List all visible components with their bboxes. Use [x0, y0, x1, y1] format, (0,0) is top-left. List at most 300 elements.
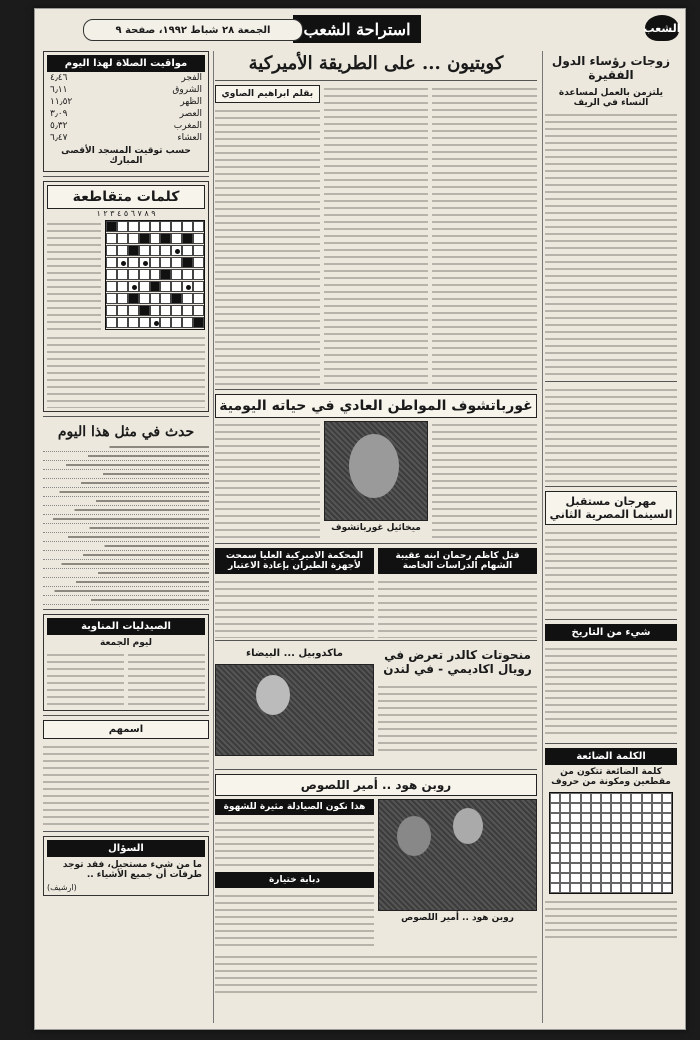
article-side [215, 85, 320, 385]
gorbachev-article [215, 421, 537, 539]
word-search-grid [549, 792, 673, 894]
word-search-cell [652, 833, 662, 843]
word-search-cell [642, 803, 652, 813]
crossword-cell[interactable] [193, 269, 204, 280]
word-search-cell [591, 823, 601, 833]
crossword-cell[interactable] [139, 281, 150, 292]
word-search-cell [560, 863, 570, 873]
on-this-day-item [43, 497, 209, 506]
word-search-cell [550, 833, 560, 843]
on-this-day-item [43, 506, 209, 515]
word-search-cell [581, 873, 591, 883]
crossword-cell[interactable] [139, 269, 150, 280]
word-search-cell [601, 883, 611, 893]
divider [43, 831, 209, 832]
word-search-cell [570, 793, 580, 803]
article-text [215, 421, 320, 539]
page-header [43, 15, 679, 45]
crossword-cell[interactable] [150, 221, 161, 232]
word-search-cell [642, 873, 652, 883]
on-this-day-item [43, 533, 209, 542]
word-search-cell [662, 843, 672, 853]
prayer-time: ٣٫٠٩ [50, 109, 68, 119]
crossword-cell[interactable] [106, 233, 117, 244]
crossword-cell[interactable] [128, 233, 139, 244]
divider [43, 416, 209, 417]
word-search-cell [550, 813, 560, 823]
prayer-name: المغرب [173, 121, 202, 131]
divider [545, 381, 677, 382]
on-this-day-item [43, 479, 209, 488]
crossword-cell[interactable] [193, 293, 204, 304]
word-search-cell [621, 823, 631, 833]
word-search-cell [631, 803, 641, 813]
on-this-day-item [43, 443, 209, 452]
on-this-day-item [43, 470, 209, 479]
prayer-row [47, 96, 205, 108]
crossword-cell[interactable] [160, 281, 171, 292]
gorbachev-photo [324, 421, 429, 521]
word-search-cell [560, 833, 570, 843]
pharmacies-subtitle: ليوم الجمعة [100, 638, 152, 648]
word-search-cell [611, 813, 621, 823]
crossword-cell[interactable] [160, 257, 171, 268]
word-search-caption: كلمة الضائعة تتكون من مقطعين ومكونة من حروف [551, 767, 671, 787]
article-text [215, 953, 537, 993]
word-search-cell [652, 843, 662, 853]
crossword-cell[interactable] [160, 269, 171, 280]
word-search-cell [581, 833, 591, 843]
word-search-cell [631, 853, 641, 863]
article-subheadline: يلتزمن بالعمل لمساعدة النساء في الريف [558, 88, 664, 108]
word-search-cell [591, 803, 601, 813]
crossword-cell[interactable] [160, 317, 171, 328]
crossword-cell[interactable] [128, 257, 139, 268]
word-search-cell [570, 813, 580, 823]
crossword-cell[interactable] [139, 233, 150, 244]
crossword-cell[interactable] [128, 281, 139, 292]
word-search-cell [662, 803, 672, 813]
word-search-cell [570, 863, 580, 873]
arts-headline: ماكدوبيل ... البيضاء [246, 648, 343, 659]
crossword-cell[interactable] [106, 305, 117, 316]
main-article [215, 85, 537, 385]
word-search-cell [631, 813, 641, 823]
word-search-cell [570, 883, 580, 893]
crossword-cell[interactable] [106, 221, 117, 232]
crossword-cell[interactable] [160, 221, 171, 232]
pharmacy-entries [128, 651, 205, 707]
actor-face [453, 808, 483, 844]
on-this-day-item [43, 461, 209, 470]
crossword-cell[interactable] [160, 233, 171, 244]
crossword-cell[interactable] [171, 317, 182, 328]
crossword-cell[interactable] [160, 305, 171, 316]
article-headline: مهرجان مستقبل السينما المصرية الثاني [545, 491, 677, 525]
left-column [43, 51, 209, 1023]
pharmacies-title: الصيدليات المناوبة [47, 618, 205, 635]
crossword-cell[interactable] [193, 245, 204, 256]
word-search-cell [591, 883, 601, 893]
divider [215, 769, 537, 770]
word-search-cell [611, 873, 621, 883]
word-search-cell [621, 883, 631, 893]
prayer-times-title: مواقيت الصلاة لهذا اليوم [47, 55, 205, 72]
word-search-cell [550, 873, 560, 883]
prayer-row [47, 108, 205, 120]
word-search-cell [570, 833, 580, 843]
crossword-cell[interactable] [182, 281, 193, 292]
side-headline: دبابة ختيارة [215, 872, 374, 888]
byline: بقلم ابراهيم الصاوي [215, 85, 320, 103]
prayer-times-box [43, 51, 209, 172]
section-title: اسمهم [43, 720, 209, 739]
on-this-day-item [43, 587, 209, 596]
prayer-row [47, 132, 205, 144]
word-search-cell [611, 883, 621, 893]
crossword-cell[interactable] [150, 305, 161, 316]
photo-caption: ميخائيل غورباتشوف [331, 523, 421, 533]
crossword-cell[interactable] [171, 233, 182, 244]
actor-face [397, 816, 431, 856]
question-title: السؤال [47, 840, 205, 857]
question-text: ما من شيء مستحيل، فقد توجد طرفات أن جميع الأشياء .. [62, 860, 202, 880]
word-search-cell [621, 853, 631, 863]
word-search-cell [591, 813, 601, 823]
article-text [215, 892, 374, 950]
portrait-face [349, 434, 399, 498]
divider [43, 715, 209, 716]
word-search-cell [591, 853, 601, 863]
film-photo-wrap [378, 799, 537, 949]
word-search-cell [642, 883, 652, 893]
gorbachev-headline: غورباتشوف المواطن العادي في حياته اليومية [215, 394, 537, 418]
on-this-day-item [43, 551, 209, 560]
film-headline: روبن هود .. أمير اللصوص [215, 774, 537, 796]
crossword-cell[interactable] [182, 317, 193, 328]
word-search-cell [550, 823, 560, 833]
article-text [215, 819, 374, 869]
word-search-cell [631, 843, 641, 853]
prayer-name: الظهر [180, 97, 202, 107]
crossword-cell[interactable] [193, 257, 204, 268]
crossword-cell[interactable] [117, 257, 128, 268]
crossword-cell[interactable] [171, 281, 182, 292]
word-search-cell [581, 883, 591, 893]
boxer-photo [215, 664, 374, 756]
photo-caption: روبن هود .. أمير اللصوص [401, 913, 514, 923]
word-search-cell [560, 803, 570, 813]
word-search-cell [631, 883, 641, 893]
prayer-row [47, 120, 205, 132]
side-headline: هذا نكون الصيادلة مثيرة للشهوة [215, 799, 374, 815]
prayer-time: ٤٫٤٦ [50, 73, 68, 83]
article-text [432, 85, 537, 385]
word-search-cell [642, 833, 652, 843]
word-search-cell [581, 803, 591, 813]
main-headline: كويتيون ... على الطريقة الأميركية [248, 53, 504, 74]
on-this-day-item [43, 578, 209, 587]
crossword-cell[interactable] [106, 317, 117, 328]
word-search-cell [581, 813, 591, 823]
crossword-numbers: ٩ ٨ ٧ ٦ ٥ ٤ ٣ ٢ ١ [96, 209, 156, 218]
crossword-cell[interactable] [106, 257, 117, 268]
crossword-cell[interactable] [171, 269, 182, 280]
crossword-cell[interactable] [193, 221, 204, 232]
article-text [215, 107, 320, 387]
crossword-cell[interactable] [139, 305, 150, 316]
crossword-cell[interactable] [150, 269, 161, 280]
crossword-cell[interactable] [128, 245, 139, 256]
article-text [545, 529, 677, 615]
middle-column [215, 51, 537, 1023]
crossword-cell[interactable] [160, 293, 171, 304]
prayer-time: ١١٫٥٢ [50, 97, 73, 107]
word-search-cell [631, 863, 641, 873]
crossword-cell[interactable] [117, 317, 128, 328]
crossword-cell[interactable] [193, 281, 204, 292]
crossword-cell[interactable] [128, 269, 139, 280]
crossword-cell[interactable] [182, 305, 193, 316]
crossword-cell[interactable] [139, 257, 150, 268]
word-search-cell [652, 793, 662, 803]
crossword-cell[interactable] [117, 245, 128, 256]
word-search-cell [621, 803, 631, 813]
divider [215, 640, 537, 641]
word-search-cell [570, 803, 580, 813]
crossword-cell[interactable] [150, 317, 161, 328]
word-search-cell [591, 843, 601, 853]
divider [545, 486, 677, 487]
article-text [43, 743, 209, 827]
news-item [215, 548, 374, 636]
word-search-cell [621, 793, 631, 803]
word-search-cell [662, 873, 672, 883]
word-search-cell [601, 863, 611, 873]
word-search-cell [642, 823, 652, 833]
word-search-cell [601, 803, 611, 813]
word-search-clues [545, 898, 677, 938]
crossword-cell[interactable] [106, 281, 117, 292]
prayer-note: حسب توقيت المسجد الأقصى المبارك [61, 146, 191, 166]
word-search-cell [631, 873, 641, 883]
on-this-day-item [43, 569, 209, 578]
crossword-cell[interactable] [139, 245, 150, 256]
crossword-cell[interactable] [117, 305, 128, 316]
crossword-cell[interactable] [117, 293, 128, 304]
word-search-cell [621, 813, 631, 823]
prayer-time: ٦٫١١ [50, 85, 68, 95]
crossword-cell[interactable] [193, 233, 204, 244]
word-search-cell [601, 793, 611, 803]
word-search-cell [662, 793, 672, 803]
word-search-cell [550, 793, 560, 803]
divider [545, 743, 677, 744]
question-box [43, 836, 209, 896]
pharmacy-entries [47, 651, 124, 707]
right-column [545, 51, 677, 1023]
crossword-cell[interactable] [171, 257, 182, 268]
word-search-cell [611, 853, 621, 863]
word-search-title: الكلمة الضائعة [545, 748, 677, 765]
prayer-row [47, 84, 205, 96]
history-section-title: شيء من التاريخ [545, 624, 677, 641]
column-divider [542, 51, 543, 1023]
word-search-cell [581, 823, 591, 833]
crossword-cell[interactable] [182, 233, 193, 244]
crossword-cell[interactable] [171, 305, 182, 316]
crossword-cell[interactable] [139, 317, 150, 328]
crossword-cell[interactable] [182, 269, 193, 280]
section-masthead: استراحة الشعب [293, 15, 421, 43]
crossword-cell[interactable] [182, 221, 193, 232]
word-search-cell [662, 823, 672, 833]
word-search-cell [550, 863, 560, 873]
word-search-cell [662, 883, 672, 893]
crossword-cell[interactable] [150, 233, 161, 244]
crossword-cell[interactable] [106, 245, 117, 256]
crossword-cell[interactable] [193, 305, 204, 316]
word-search-cell [560, 813, 570, 823]
word-search-cell [611, 833, 621, 843]
divider [43, 609, 209, 610]
divider [545, 619, 677, 620]
prayer-name: الشروق [172, 85, 202, 95]
crossword-cell[interactable] [160, 245, 171, 256]
crossword-cell[interactable] [117, 281, 128, 292]
crossword-box [43, 181, 209, 412]
article-text [545, 386, 677, 482]
divider [215, 543, 537, 544]
word-search-cell [591, 833, 601, 843]
crossword-cell[interactable] [171, 221, 182, 232]
word-search-cell [601, 813, 611, 823]
on-this-day-item [43, 488, 209, 497]
word-search-cell [581, 793, 591, 803]
word-search-cell [652, 813, 662, 823]
question-source: (ارشيف) [47, 883, 77, 892]
film-photo [378, 799, 537, 911]
word-search-cell [652, 823, 662, 833]
crossword-cell[interactable] [150, 245, 161, 256]
article-text [378, 683, 537, 753]
divider [215, 389, 537, 390]
news-headline: قتل كاظم رحمان ابنه عقيبة الشهام الدراسات الخاصة [378, 548, 537, 574]
word-search-cell [642, 843, 652, 853]
crossword-cell[interactable] [128, 317, 139, 328]
prayer-time: ٦٫٤٧ [50, 133, 68, 143]
word-search-cell [662, 833, 672, 843]
word-search-cell [642, 813, 652, 823]
newspaper-logo: الشعب [645, 15, 679, 41]
word-search-cell [570, 873, 580, 883]
crossword-cell[interactable] [171, 293, 182, 304]
crossword-cell[interactable] [182, 257, 193, 268]
article-text [215, 578, 374, 638]
crossword-cell[interactable] [117, 269, 128, 280]
crossword-cell[interactable] [139, 293, 150, 304]
crossword-cell[interactable] [150, 293, 161, 304]
news-headline: المحكمة الاميركية العليا سمحت لأجهزة الطيران بإعادة الاعتبار [215, 548, 374, 574]
word-search-cell [550, 853, 560, 863]
word-search-cell [581, 863, 591, 873]
word-search-cell [581, 853, 591, 863]
prayer-name: الفجر [181, 73, 202, 83]
word-search-cell [560, 853, 570, 863]
article-text [545, 111, 677, 377]
word-search-cell [560, 793, 570, 803]
column-divider [213, 51, 214, 1023]
on-this-day-list [43, 443, 209, 605]
crossword-cell[interactable] [193, 317, 204, 328]
crossword-cell[interactable] [106, 269, 117, 280]
divider [215, 80, 537, 81]
article-text [324, 85, 429, 385]
word-search-cell [611, 863, 621, 873]
word-search-cell [550, 843, 560, 853]
on-this-day-item [43, 452, 209, 461]
crossword-cell[interactable] [117, 233, 128, 244]
crossword-cell[interactable] [139, 221, 150, 232]
crossword-clues [47, 334, 205, 408]
word-search-cell [621, 843, 631, 853]
word-search-cell [570, 823, 580, 833]
word-search-cell [581, 843, 591, 853]
crossword-body [47, 220, 205, 330]
crossword-cell[interactable] [128, 305, 139, 316]
article-text [378, 578, 537, 638]
word-search-cell [591, 863, 601, 873]
crossword-cell[interactable] [182, 293, 193, 304]
word-search-cell [601, 873, 611, 883]
word-search-cell [611, 793, 621, 803]
word-search-cell [560, 883, 570, 893]
prayer-name: العصر [179, 109, 202, 119]
word-search-cell [601, 843, 611, 853]
word-search-cell [652, 873, 662, 883]
crossword-cell[interactable] [128, 293, 139, 304]
word-search-cell [631, 833, 641, 843]
word-search-cell [621, 833, 631, 843]
crossword-cell[interactable] [150, 257, 161, 268]
word-search-cell [550, 883, 560, 893]
word-search-cell [601, 853, 611, 863]
word-search-cell [550, 803, 560, 813]
prayer-row [47, 72, 205, 84]
word-search-cell [560, 823, 570, 833]
on-this-day-item [43, 542, 209, 551]
crossword-cell[interactable] [106, 293, 117, 304]
crossword-grid [105, 220, 205, 330]
word-search-cell [570, 843, 580, 853]
newspaper-page [34, 8, 686, 1030]
prayer-times-table [47, 72, 205, 144]
arts-headline: منحوتات كالدر تعرض في رويال اكاديمي - في لندن [383, 648, 532, 676]
word-search-cell [601, 823, 611, 833]
crossword-cell[interactable] [117, 221, 128, 232]
history-text [545, 645, 677, 739]
article-text [432, 421, 537, 539]
crossword-cell[interactable] [182, 245, 193, 256]
crossword-cell[interactable] [171, 245, 182, 256]
word-search-cell [621, 873, 631, 883]
word-search-cell [631, 823, 641, 833]
crossword-cell[interactable] [128, 221, 139, 232]
word-search-cell [570, 853, 580, 863]
word-search-cell [652, 883, 662, 893]
crossword-cell[interactable] [150, 281, 161, 292]
pharmacies-box [43, 614, 209, 711]
